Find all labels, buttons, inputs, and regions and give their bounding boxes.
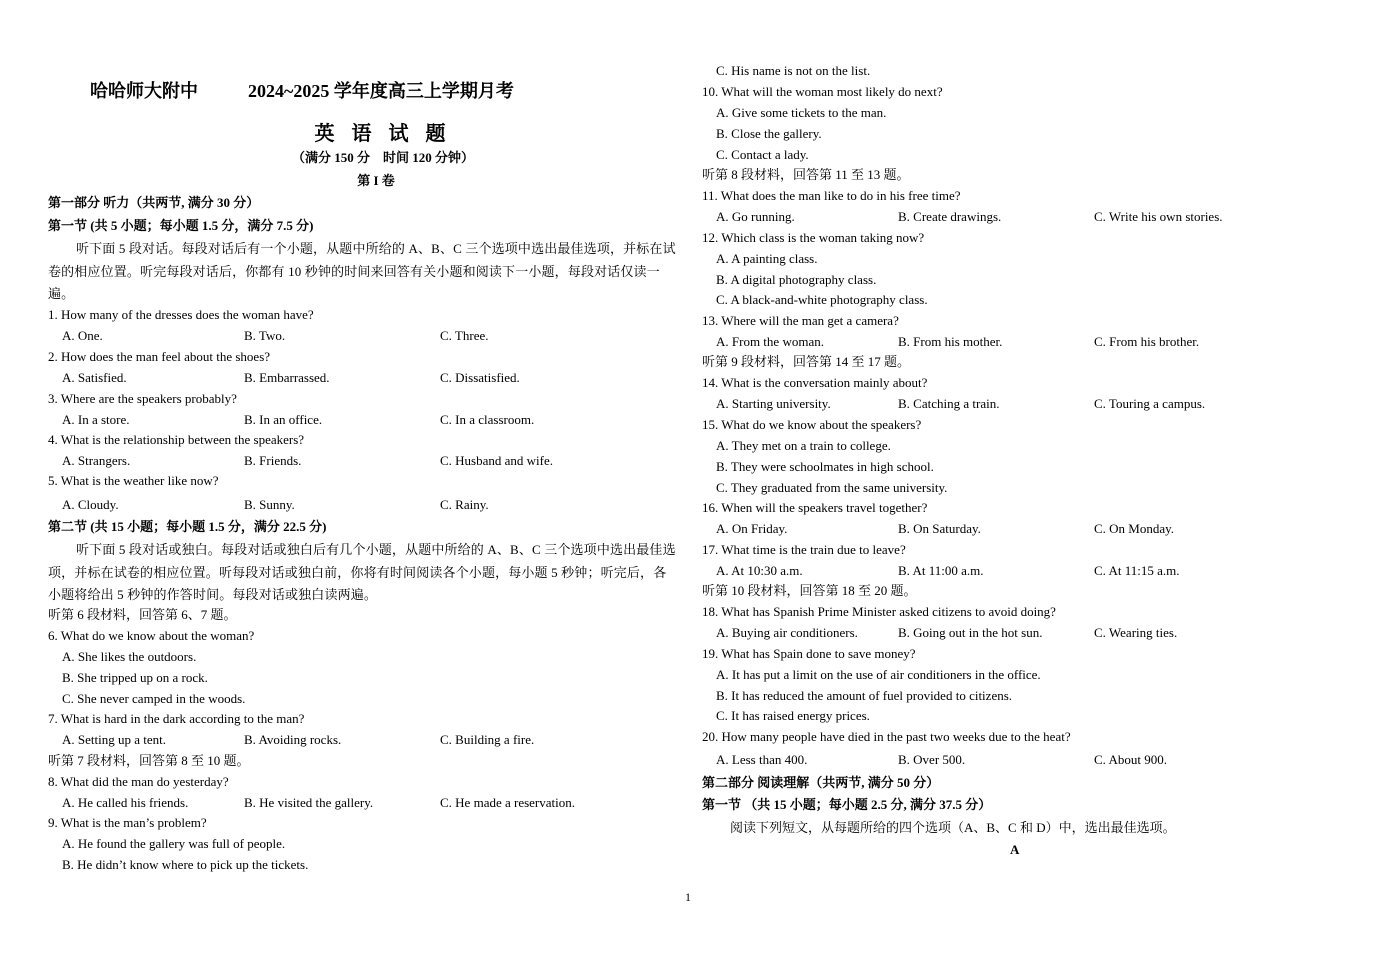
score-time: （满分 150 分 时间 120 分钟） <box>291 150 474 165</box>
q4-stem: 4. What is the relationship between the speakers? <box>48 432 305 447</box>
q15-option-b: B. They were schoolmates in high school. <box>716 459 934 474</box>
q12-option-c: C. A black-and-white photography class. <box>716 292 928 307</box>
q19-option-b: B. It has reduced the amount of fuel provided to citizens. <box>716 688 1013 703</box>
q6-option-b: B. She tripped up on a rock. <box>62 670 208 685</box>
material-7-heading: 听第 7 段材料，回答第 8 至 10 题。 <box>48 753 250 768</box>
q14-option-a: A. Starting university. <box>716 396 831 411</box>
q14-options <box>702 396 1205 412</box>
q16-option-c: C. On Monday. <box>1094 521 1175 536</box>
q13-options <box>702 334 1199 350</box>
q18-option-c: C. Wearing ties. <box>1094 625 1178 640</box>
q9-option-c: C. His name is not on the list. <box>716 63 871 78</box>
q17-option-a: A. At 10:30 a.m. <box>716 563 803 578</box>
q20-options <box>702 752 1167 768</box>
q5-stem: 5. What is the weather like now? <box>48 473 219 488</box>
material-6-heading: 听第 6 段材料，回答第 6、7 题。 <box>48 607 237 622</box>
q15-stem: 15. What do we know about the speakers? <box>702 417 922 432</box>
q5-options <box>48 497 489 513</box>
q7-stem: 7. What is hard in the dark according to the man? <box>48 711 305 726</box>
q3-option-b: B. In an office. <box>244 412 323 427</box>
q18-option-a: A. Buying air conditioners. <box>716 625 858 640</box>
q2-option-b: B. Embarrassed. <box>244 370 330 385</box>
q1-option-c: C. Three. <box>440 328 489 343</box>
part2-instructions: 阅读下列短文，从每题所给的四个选项（A、B、C 和 D）中，选出最佳选项。 <box>730 820 1176 835</box>
q3-options <box>48 412 534 428</box>
q11-option-c: C. Write his own stories. <box>1094 209 1223 224</box>
q14-option-b: B. Catching a train. <box>898 396 1000 411</box>
q7-options <box>48 732 534 748</box>
q10-option-b: B. Close the gallery. <box>716 126 822 141</box>
q16-option-a: A. On Friday. <box>716 521 788 536</box>
q16-stem: 16. When will the speakers travel together? <box>702 500 928 515</box>
q1-option-b: B. Two. <box>244 328 286 343</box>
material-9-heading: 听第 9 段材料，回答第 14 至 17 题。 <box>702 354 911 369</box>
q3-option-a: A. In a store. <box>62 412 130 427</box>
q6-stem: 6. What do we know about the woman? <box>48 628 255 643</box>
q7-option-c: C. Building a fire. <box>440 732 535 747</box>
q8-stem: 8. What did the man do yesterday? <box>48 774 229 789</box>
q11-stem: 11. What does the man like to do in his free time? <box>702 188 961 203</box>
q19-option-a: A. It has put a limit on the use of air conditioners in the office. <box>716 667 1041 682</box>
exam-subject: 英 语 试 题 <box>314 123 452 145</box>
q15-option-c: C. They graduated from the same university. <box>716 480 948 495</box>
page-number: 1 <box>685 890 691 904</box>
q3-stem: 3. Where are the speakers probably? <box>48 391 237 406</box>
part1-sec1-title: 第一节 (共 5 小题；每小题 1.5 分，满分 7.5 分) <box>48 218 314 233</box>
q17-options <box>702 563 1179 579</box>
q13-stem: 13. Where will the man get a camera? <box>702 313 899 328</box>
material-10-heading: 听第 10 段材料，回答第 18 至 20 题。 <box>702 583 917 598</box>
q2-option-a: A. Satisfied. <box>62 370 127 385</box>
q13-option-c: C. From his brother. <box>1094 334 1200 349</box>
exam-term: 2024~2025 学年度高三上学期月考 <box>248 81 514 101</box>
passage-label: A <box>1010 842 1020 857</box>
q15-option-a: A. They met on a train to college. <box>716 438 891 453</box>
q2-stem: 2. How does the man feel about the shoes? <box>48 349 271 364</box>
q2-options <box>48 370 520 386</box>
q1-option-a: A. One. <box>62 328 103 343</box>
q16-options <box>702 521 1174 537</box>
q11-options <box>702 209 1223 225</box>
q12-option-b: B. A digital photography class. <box>716 272 877 287</box>
q19-stem: 19. What has Spain done to save money? <box>702 646 916 661</box>
q12-stem: 12. Which class is the woman taking now? <box>702 230 925 245</box>
q8-options <box>48 795 575 811</box>
q17-option-b: B. At 11:00 a.m. <box>898 563 984 578</box>
volume-label: 第 I 卷 <box>357 173 395 188</box>
q14-option-c: C. Touring a campus. <box>1094 396 1206 411</box>
part2-sec1-title: 第一节 （共 15 小题；每小题 2.5 分, 满分 37.5 分） <box>702 797 992 812</box>
q13-option-b: B. From his mother. <box>898 334 1003 349</box>
part1-title: 第一部分 听力（共两节, 满分 30 分） <box>48 195 260 210</box>
q17-stem: 17. What time is the train due to leave? <box>702 542 906 557</box>
q20-option-b: B. Over 500. <box>898 752 966 767</box>
q4-options <box>48 453 553 469</box>
q14-stem: 14. What is the conversation mainly about? <box>702 375 928 390</box>
q1-stem: 1. How many of the dresses does the woman have? <box>48 307 314 322</box>
part1-sec1-instructions: 听下面 5 段对话。每段对话后有一个小题，从题中所给的 A、B、C 三个选项中选出最佳选项，并标在试卷的相应位置。听完每段对话后，你都有 10 秒钟的时间来回答有关小题和阅读下一小题，每段对话仅读一遍。 <box>48 241 676 301</box>
q17-option-c: C. At 11:15 a.m. <box>1094 563 1180 578</box>
q9-option-a: A. He found the gallery was full of people. <box>62 836 286 851</box>
q18-option-b: B. Going out in the hot sun. <box>898 625 1043 640</box>
q11-option-b: B. Create drawings. <box>898 209 1002 224</box>
q10-stem: 10. What will the woman most likely do next? <box>702 84 943 99</box>
q4-option-a: A. Strangers. <box>62 453 131 468</box>
q10-option-a: A. Give some tickets to the man. <box>716 105 887 120</box>
part1-sec2-instructions: 听下面 5 段对话或独白。每段对话或独白后有几个小题，从题中所给的 A、B、C 三个选项中选出最佳选项，并标在试卷的相应位置。听每段对话或独白前，你将有时间阅读各个小题，每小题 5 秒钟；听完后，各小题将给出 5 秒钟的作答时间。每段对话或独白读两遍。 <box>48 542 676 602</box>
q5-option-c: C. Rainy. <box>440 497 489 512</box>
q13-option-a: A. From the woman. <box>716 334 824 349</box>
q4-option-c: C. Husband and wife. <box>440 453 554 468</box>
q18-options <box>702 625 1177 641</box>
q19-option-c: C. It has raised energy prices. <box>716 708 870 723</box>
q5-option-a: A. Cloudy. <box>62 497 119 512</box>
q5-option-b: B. Sunny. <box>244 497 295 512</box>
q9-option-b: B. He didn’t know where to pick up the tickets. <box>62 857 309 872</box>
material-8-heading: 听第 8 段材料，回答第 11 至 13 题。 <box>702 167 910 182</box>
q3-option-c: C. In a classroom. <box>440 412 535 427</box>
q10-option-c: C. Contact a lady. <box>716 147 809 162</box>
q8-option-b: B. He visited the gallery. <box>244 795 374 810</box>
q20-option-a: A. Less than 400. <box>716 752 808 767</box>
q11-option-a: A. Go running. <box>716 209 795 224</box>
q1-options <box>48 328 489 344</box>
q6-option-a: A. She likes the outdoors. <box>62 649 197 664</box>
q20-option-c: C. About 900. <box>1094 752 1167 767</box>
q8-option-a: A. He called his friends. <box>62 795 189 810</box>
part2-title: 第二部分 阅读理解（共两节, 满分 50 分） <box>702 775 940 790</box>
q12-option-a: A. A painting class. <box>716 251 818 266</box>
q4-option-b: B. Friends. <box>244 453 302 468</box>
q18-stem: 18. What has Spanish Prime Minister asked citizens to avoid doing? <box>702 604 1056 619</box>
q9-stem: 9. What is the man’s problem? <box>48 815 207 830</box>
q6-option-c: C. She never camped in the woods. <box>62 691 246 706</box>
q8-option-c: C. He made a reservation. <box>440 795 576 810</box>
q20-stem: 20. How many people have died in the past two weeks due to the heat? <box>702 729 1071 744</box>
q7-option-b: B. Avoiding rocks. <box>244 732 342 747</box>
part1-sec2-title: 第二节 (共 15 小题；每小题 1.5 分，满分 22.5 分) <box>48 519 327 534</box>
q16-option-b: B. On Saturday. <box>898 521 981 536</box>
q2-option-c: C. Dissatisfied. <box>440 370 520 385</box>
school-name: 哈哈师大附中 <box>90 81 198 101</box>
q7-option-a: A. Setting up a tent. <box>62 732 166 747</box>
